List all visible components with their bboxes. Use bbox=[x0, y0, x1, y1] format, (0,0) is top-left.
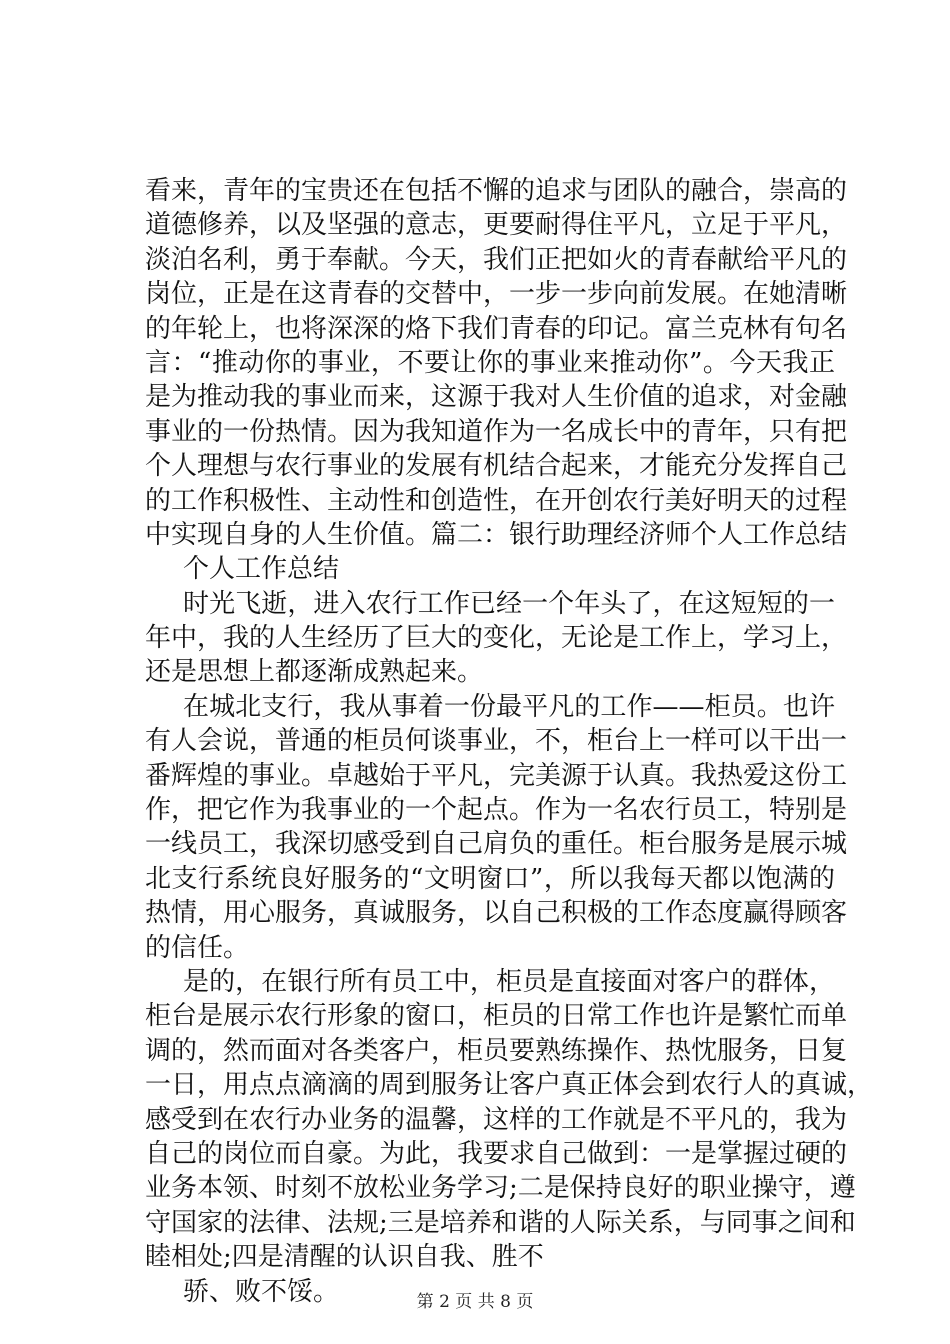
text-line: 是为推动我的事业而来，这源于我对人生价值的追求，对金融 bbox=[145, 382, 848, 413]
text-line: 道德修养，以及坚强的意志，更要耐得住平凡，立足于平凡， bbox=[145, 210, 848, 241]
text-line: 一线员工，我深切感受到自己肩负的重任。柜台服务是展示城 bbox=[145, 829, 848, 860]
text-line: 个人工作总结 bbox=[183, 554, 340, 585]
text-line: 有人会说，普通的柜员何谈事业，不，柜台上一样可以干出一 bbox=[145, 726, 848, 757]
text-line: 守国家的法律、法规;三是培养和谐的人际关系，与同事之间和 bbox=[145, 1207, 856, 1238]
text-line: 业务本领、时刻不放松业务学习;二是保持良好的职业操守，遵 bbox=[145, 1173, 856, 1204]
text-line: 睦相处;四是清醒的认识自我、胜不 bbox=[145, 1242, 544, 1273]
text-line: 热情，用心服务，真诚服务，以自己积极的工作态度赢得顾客 bbox=[145, 898, 848, 929]
text-line: 是的，在银行所有员工中，柜员是直接面对客户的群体， bbox=[183, 966, 835, 997]
text-line: 年中，我的人生经历了巨大的变化，无论是工作上，学习上， bbox=[145, 623, 848, 654]
text-line: 看来，青年的宝贵还在包括不懈的追求与团队的融合，崇高的 bbox=[145, 176, 848, 206]
text-line: 骄、败不馁。 bbox=[183, 1276, 340, 1307]
text-line: 言：“推动你的事业，不要让你的事业来推动你”。今天我正 bbox=[145, 347, 835, 378]
text-line: 调的，然而面对各类客户，柜员要熟练操作、热忱服务，日复 bbox=[145, 1035, 848, 1066]
text-line: 感受到在农行办业务的温馨，这样的工作就是不平凡的，我为 bbox=[145, 1104, 848, 1135]
text-line: 时光飞逝，进入农行工作已经一个年头了，在这短短的一 bbox=[183, 588, 835, 619]
text-line: 淡泊名利，勇于奉献。今天，我们正把如火的青春献给平凡的 bbox=[145, 244, 848, 275]
text-line: 事业的一份热情。因为我知道作为一名成长中的青年，只有把 bbox=[145, 416, 848, 447]
text-line: 中实现自身的人生价值。篇二：银行助理经济师个人工作总结 bbox=[145, 519, 848, 550]
text-line: 的信任。 bbox=[145, 932, 250, 963]
text-line: 北支行系统良好服务的“文明窗口”，所以我每天都以饱满的 bbox=[145, 863, 835, 894]
text-line: 一日，用点点滴滴的周到服务让客户真正体会到农行人的真诚， bbox=[145, 1070, 874, 1101]
text-line: 还是思想上都逐渐成熟起来。 bbox=[145, 657, 484, 688]
document-body bbox=[145, 174, 874, 1309]
text-line: 番辉煌的事业。卓越始于平凡，完美源于认真。我热爱这份工 bbox=[145, 760, 848, 791]
text-line: 自己的岗位而自豪。为此，我要求自己做到：一是掌握过硬的 bbox=[145, 1138, 848, 1169]
text-line: 的年轮上，也将深深的烙下我们青春的印记。富兰克林有句名 bbox=[145, 313, 848, 344]
text-line: 岗位，正是在这青春的交替中，一步一步向前发展。在她清晰 bbox=[145, 279, 848, 310]
text-line: 在城北支行，我从事着一份最平凡的工作——柜员。也许 bbox=[183, 691, 835, 722]
text-line: 的工作积极性、主动性和创造性，在开创农行美好明天的过程 bbox=[145, 485, 848, 516]
text-line: 柜台是展示农行形象的窗口，柜员的日常工作也许是繁忙而单 bbox=[145, 1001, 848, 1032]
text-line: 作，把它作为我事业的一个起点。作为一名农行员工，特别是 bbox=[145, 795, 848, 826]
page-number-footer: 第 2 页 共 8 页 bbox=[416, 1292, 534, 1312]
text-line: 个人理想与农行事业的发展有机结合起来，才能充分发挥自己 bbox=[145, 451, 848, 482]
